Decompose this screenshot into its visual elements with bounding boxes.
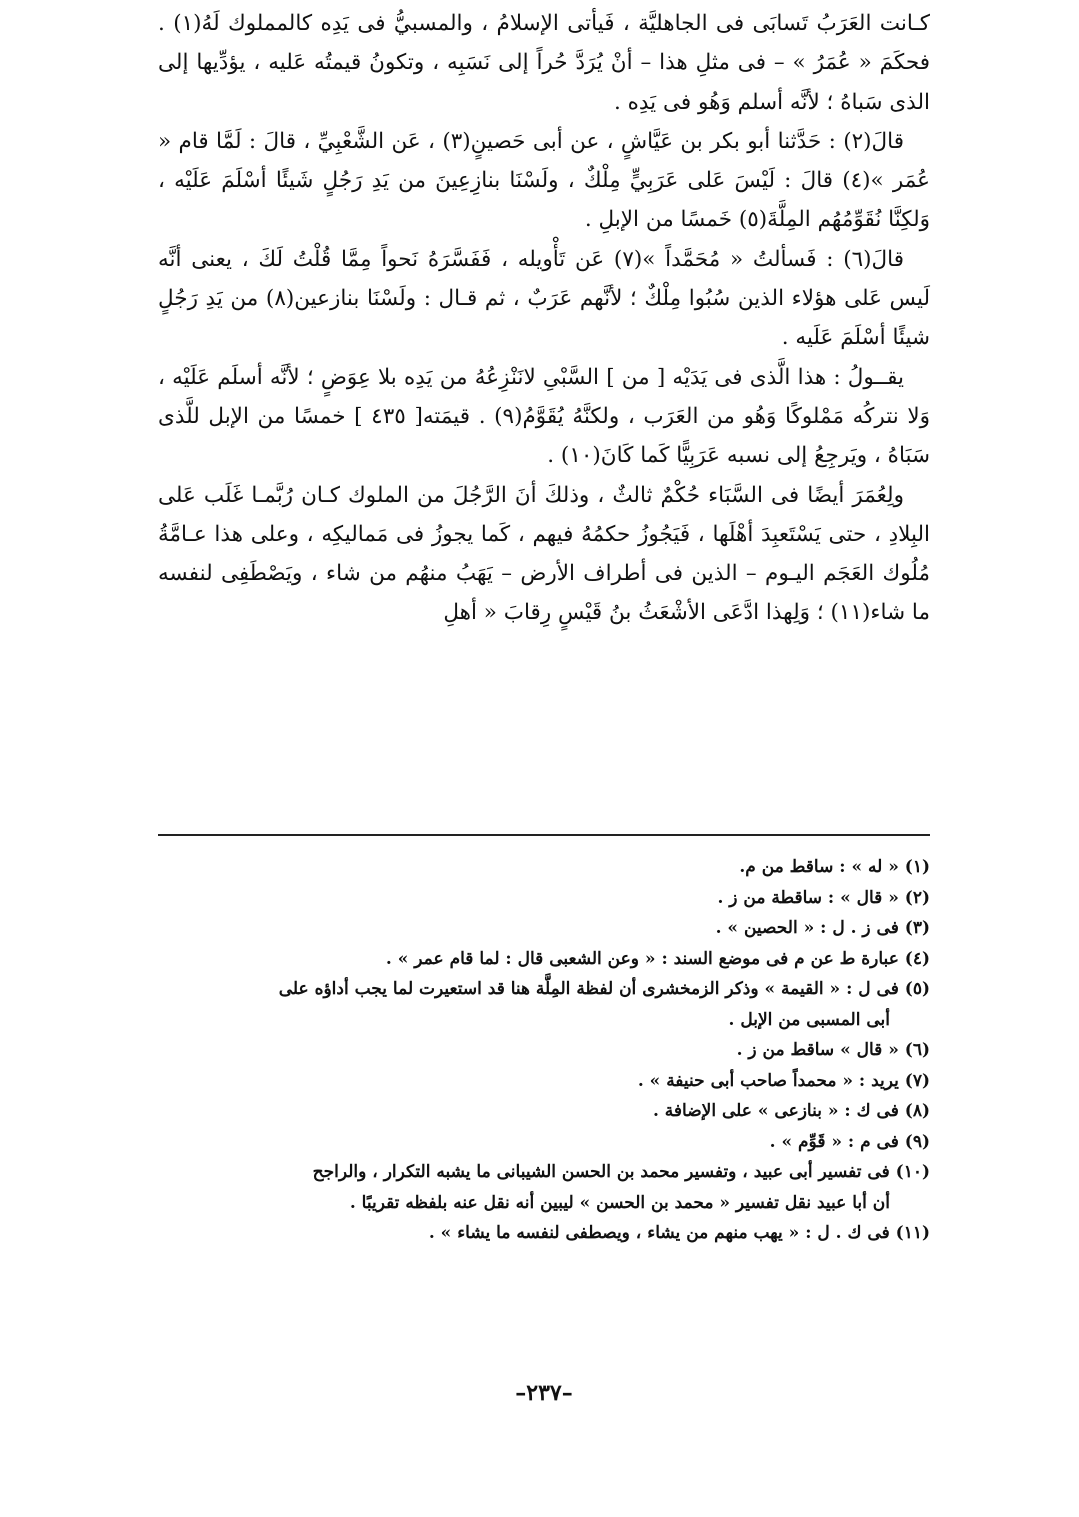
footnote-1: (١) « له » : ساقط من م. [739,857,930,877]
footnote-6: (٦) « قال » ساقط من ز . [736,1040,930,1060]
footnote-10-continuation: أن أبا عبيد نقل تفسير « محمد بن الحسن » ليبين أنه نقل عنه بلفظه تقريبًا . [349,1192,890,1213]
footnote-9: (٩) فى م : « قَوِّم » . [769,1131,930,1152]
footnotes-section [158,852,930,1249]
paragraph-3: قالَ(٦) : فَسألتُ « مُحَمَّداً »(٧) عَن تَأْويله ، فَفَسَّرَهُ نَحواً مِمَّا قُلْتُ لَكَ ، يعنى أنَّه لَيس عَلى هؤلاء الذين سُبُوا مِلْكٌ ؛ لأنَّهم عَرَبٌ ، ثم قـال : ولَسْنَا بنازعين(٨) من يَدِ رَجُلٍ شيئًا أسْلَمَ عَلَيه . [158,246,931,351]
page-number: –٢٣٧– [515,1380,573,1406]
footnote-4: (٤) عبارة ط عن م فى موضع السند : « وعن الشعبى قال : لما قام عمر » . [385,948,930,969]
footnote-3: (٣) فى ز . ل : « الحصين » . [715,918,930,938]
footnote-11: (١١) فى ك . ل : « يهب منهم من يشاء ، ويصطفى لنفسه ما يشاء » . [428,1223,930,1243]
footnote-2: (٢) « قال » : ساقطة من ز . [717,887,930,908]
footnote-5-continuation: أبى المسبى من الإبل . [728,1009,890,1030]
paragraph-1: كـانت العَرَبُ تَسابَى فى الجاهليَّة ، فَيأتى الإسلامُ ، والمسبيُّ فى يَدِه كالمملوك لَهُ(١) . فحكَمَ « عُمَرُ » – فى مثلِ هذا – أنْ يُرَدَّ حُراً إلى نَسَبِه ، وتكونُ قيمتُه عَليه ، يؤدِّيها إلى الذى سَباهُ ؛ لأنَّه أسلم وَهُو فى يَدِه . [158,11,930,115]
main-text-body [158,4,930,633]
footnote-divider [158,834,930,836]
footnote-7: (٧) يريد : « محمداً صاحب أبى حنيفة » . [637,1070,930,1091]
paragraph-2: قالَ(٢) : حَدَّثنا أبو بكر بن عَيَّاشٍ ، عن أبى حَصينٍ(٣) ، عَن الشَّعْبِيِّ ، قالَ : لَمَّا قام « عُمَر »(٤) قالَ : لَيْسَ عَلى عَرَبِيٍّ مِلْكٌ ، ولَسْنَا بنازِعِينَ من يَدِ رَجُلٍ شَيئًا أسْلَمَ عَلَيْه ، وَلكِنَّا نُقَوِّمُهُم المِلَّةَ(٥) خَمسًا من الإبلِ . [158,128,930,233]
paragraph-4: يقــولُ : هذا الَّذى فى يَدَيْه [ من ] السَّبْىِ لانَنْزِعُهُ من يَدِه بلا عِوَضٍ ؛ لأنَّه أسلَم عَلَيْه ، وَلا نتركُه مَمْلوكًا وَهُو من العَرَب ، ولكنَّهُ يُقَوَّمُ(٩) . قيمَته[ ٤٣٥ ] خمسًا من الإبل للَّذى سَبَاهُ ، ويَرجِعُ إلى نسبه عَرَبِيًّا كَما كَانَ(١٠) . [158,364,930,469]
footnote-5: (٥) فى ل : « القيمة » وذكر الزمخشرى أن لفظة المِلَّة هنا قد استعيرت لما يجب أداؤه على [278,979,930,999]
footnote-8: (٨) فى ك : « بنازعى » على الإضافة . [652,1101,930,1121]
footnote-10: (١٠) فى تفسير أبى عبيد ، وتفسير محمد بن الحسن الشيبانى ما يشبه التكرار ، والراجح [312,1162,930,1182]
paragraph-5: ولِعُمَرَ أيضًا فى السَّبَاء حُكْمٌ ثالثٌ ، وذلكَ أنَ الرَّجُلَ من الملوك كـان رُبَّمـا غَلَب عَلى البِلادِ ، حتى يَسْتَعبِدَ أهْلَها ، فَيَجُوزُ حكمُهُ فيهم ، كَما يجوزُ فى مَماليكِه ، وعلى هذا عـامَّةُ مُلُوك العَجَم اليـوم – الذين فى أطراف الأرض – يَهَبُ منهُم من شاء ، ويَصْطَفِى لنفسه ما شاء(١١) ؛ وَلِهذا ادَّعَى الأشْعَثُ بنُ قَيْسٍ رِقابَ « أهلِ [158,482,930,626]
document-page [158,4,930,1494]
